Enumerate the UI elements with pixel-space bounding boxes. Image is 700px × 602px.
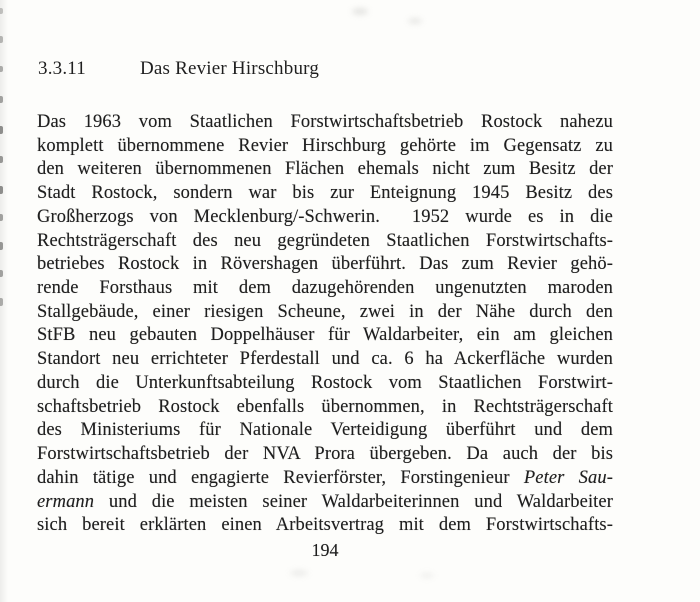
section-number: 3.3.11	[38, 58, 86, 79]
text-line	[37, 491, 613, 515]
scan-speck	[0, 36, 3, 43]
text-line	[37, 419, 613, 443]
text-segment: komplett übernommene Revier Hirschburg gehörte im Gegensatz zu	[37, 135, 613, 156]
text-line	[37, 324, 613, 348]
scan-speck	[0, 156, 3, 163]
text-segment: Forstwirtschaftsbetrieb der NVA Prora übergeben. Da auch der bis	[37, 444, 613, 465]
text-segment: ermann	[37, 491, 95, 512]
text-segment: Peter Sau-	[523, 467, 613, 488]
scan-speck	[0, 8, 3, 14]
text-line	[37, 182, 613, 206]
text-segment: sich bereit erklärten einen Arbeitsvertrag mit dem Forstwirtschafts-	[37, 515, 613, 536]
scan-smudge	[290, 570, 308, 576]
text-line	[37, 206, 613, 230]
text-segment: Rechtsträgerschaft des neu gegründeten Staatlichen Forstwirtschafts-	[37, 230, 613, 251]
text-line	[37, 230, 613, 254]
scan-speck	[0, 66, 3, 72]
scan-speck	[0, 126, 3, 134]
section-heading	[38, 56, 319, 82]
text-segment: durch die Unterkunftsabteilung Rostock vom Staatlichen Forstwirt-	[37, 372, 613, 393]
text-line	[37, 111, 613, 135]
text-segment: des Ministeriums für Nationale Verteidigung überführt und dem	[37, 420, 613, 441]
text-line	[37, 443, 613, 467]
scan-speck	[0, 96, 3, 103]
text-line	[37, 277, 613, 301]
text-segment: und die meisten seiner Waldarbeiterinnen und Waldarbeiter	[94, 491, 613, 512]
text-segment: Stadt Rostock, sondern war bis zur Enteignung 1945 Besitz des	[37, 183, 613, 204]
text-segment: Stallgebäude, einer riesigen Scheune, zwei in der Nähe durch den	[37, 301, 613, 322]
scan-smudge	[408, 18, 422, 24]
text-line	[37, 348, 613, 372]
text-segment: Standort neu errichteter Pferdestall und ca. 6 ha Ackerfläche wurden	[37, 349, 613, 370]
text-segment: betriebes Rostock in Rövershagen überführt. Das zum Revier gehö-	[37, 254, 613, 275]
text-line	[37, 514, 613, 538]
text-segment: schaftsbetrieb Rostock ebenfalls übernommen, in Rechtsträgerschaft	[37, 396, 613, 417]
text-line	[37, 301, 613, 325]
text-segment: StFB neu gebauten Doppelhäuser für Waldarbeiter, ein am gleichen	[37, 325, 613, 346]
text-segment: Das 1963 vom Staatlichen Forstwirtschaftsbetrieb Rostock nahezu	[37, 112, 613, 132]
section-title: Das Revier Hirschburg	[140, 58, 320, 79]
scan-speck	[0, 214, 3, 221]
scan-speck	[0, 298, 3, 306]
text-line	[37, 135, 613, 159]
scan-smudge	[420, 573, 434, 578]
text-line	[37, 467, 613, 491]
scan-speck	[0, 270, 3, 277]
text-line	[37, 253, 613, 277]
page-number: 194	[311, 540, 339, 560]
text-line	[37, 158, 613, 182]
scan-speck	[0, 186, 3, 194]
body-paragraph	[37, 111, 613, 538]
scan-speck	[0, 242, 3, 250]
text-segment: Großherzogs von Mecklenburg/-Schwerin. 1952 wurde es in die	[37, 206, 613, 227]
text-segment: dahin tätige und engagierte Revierförster, Forstingenieur	[37, 467, 524, 488]
text-segment: rende Forsthaus mit dem dazugehörenden ungenutzten maroden	[37, 278, 613, 299]
text-segment: den weiteren übernommenen Flächen ehemals nicht zum Besitz der	[37, 159, 613, 180]
text-line	[37, 396, 613, 420]
scan-smudge	[352, 8, 368, 15]
text-line	[37, 372, 613, 396]
